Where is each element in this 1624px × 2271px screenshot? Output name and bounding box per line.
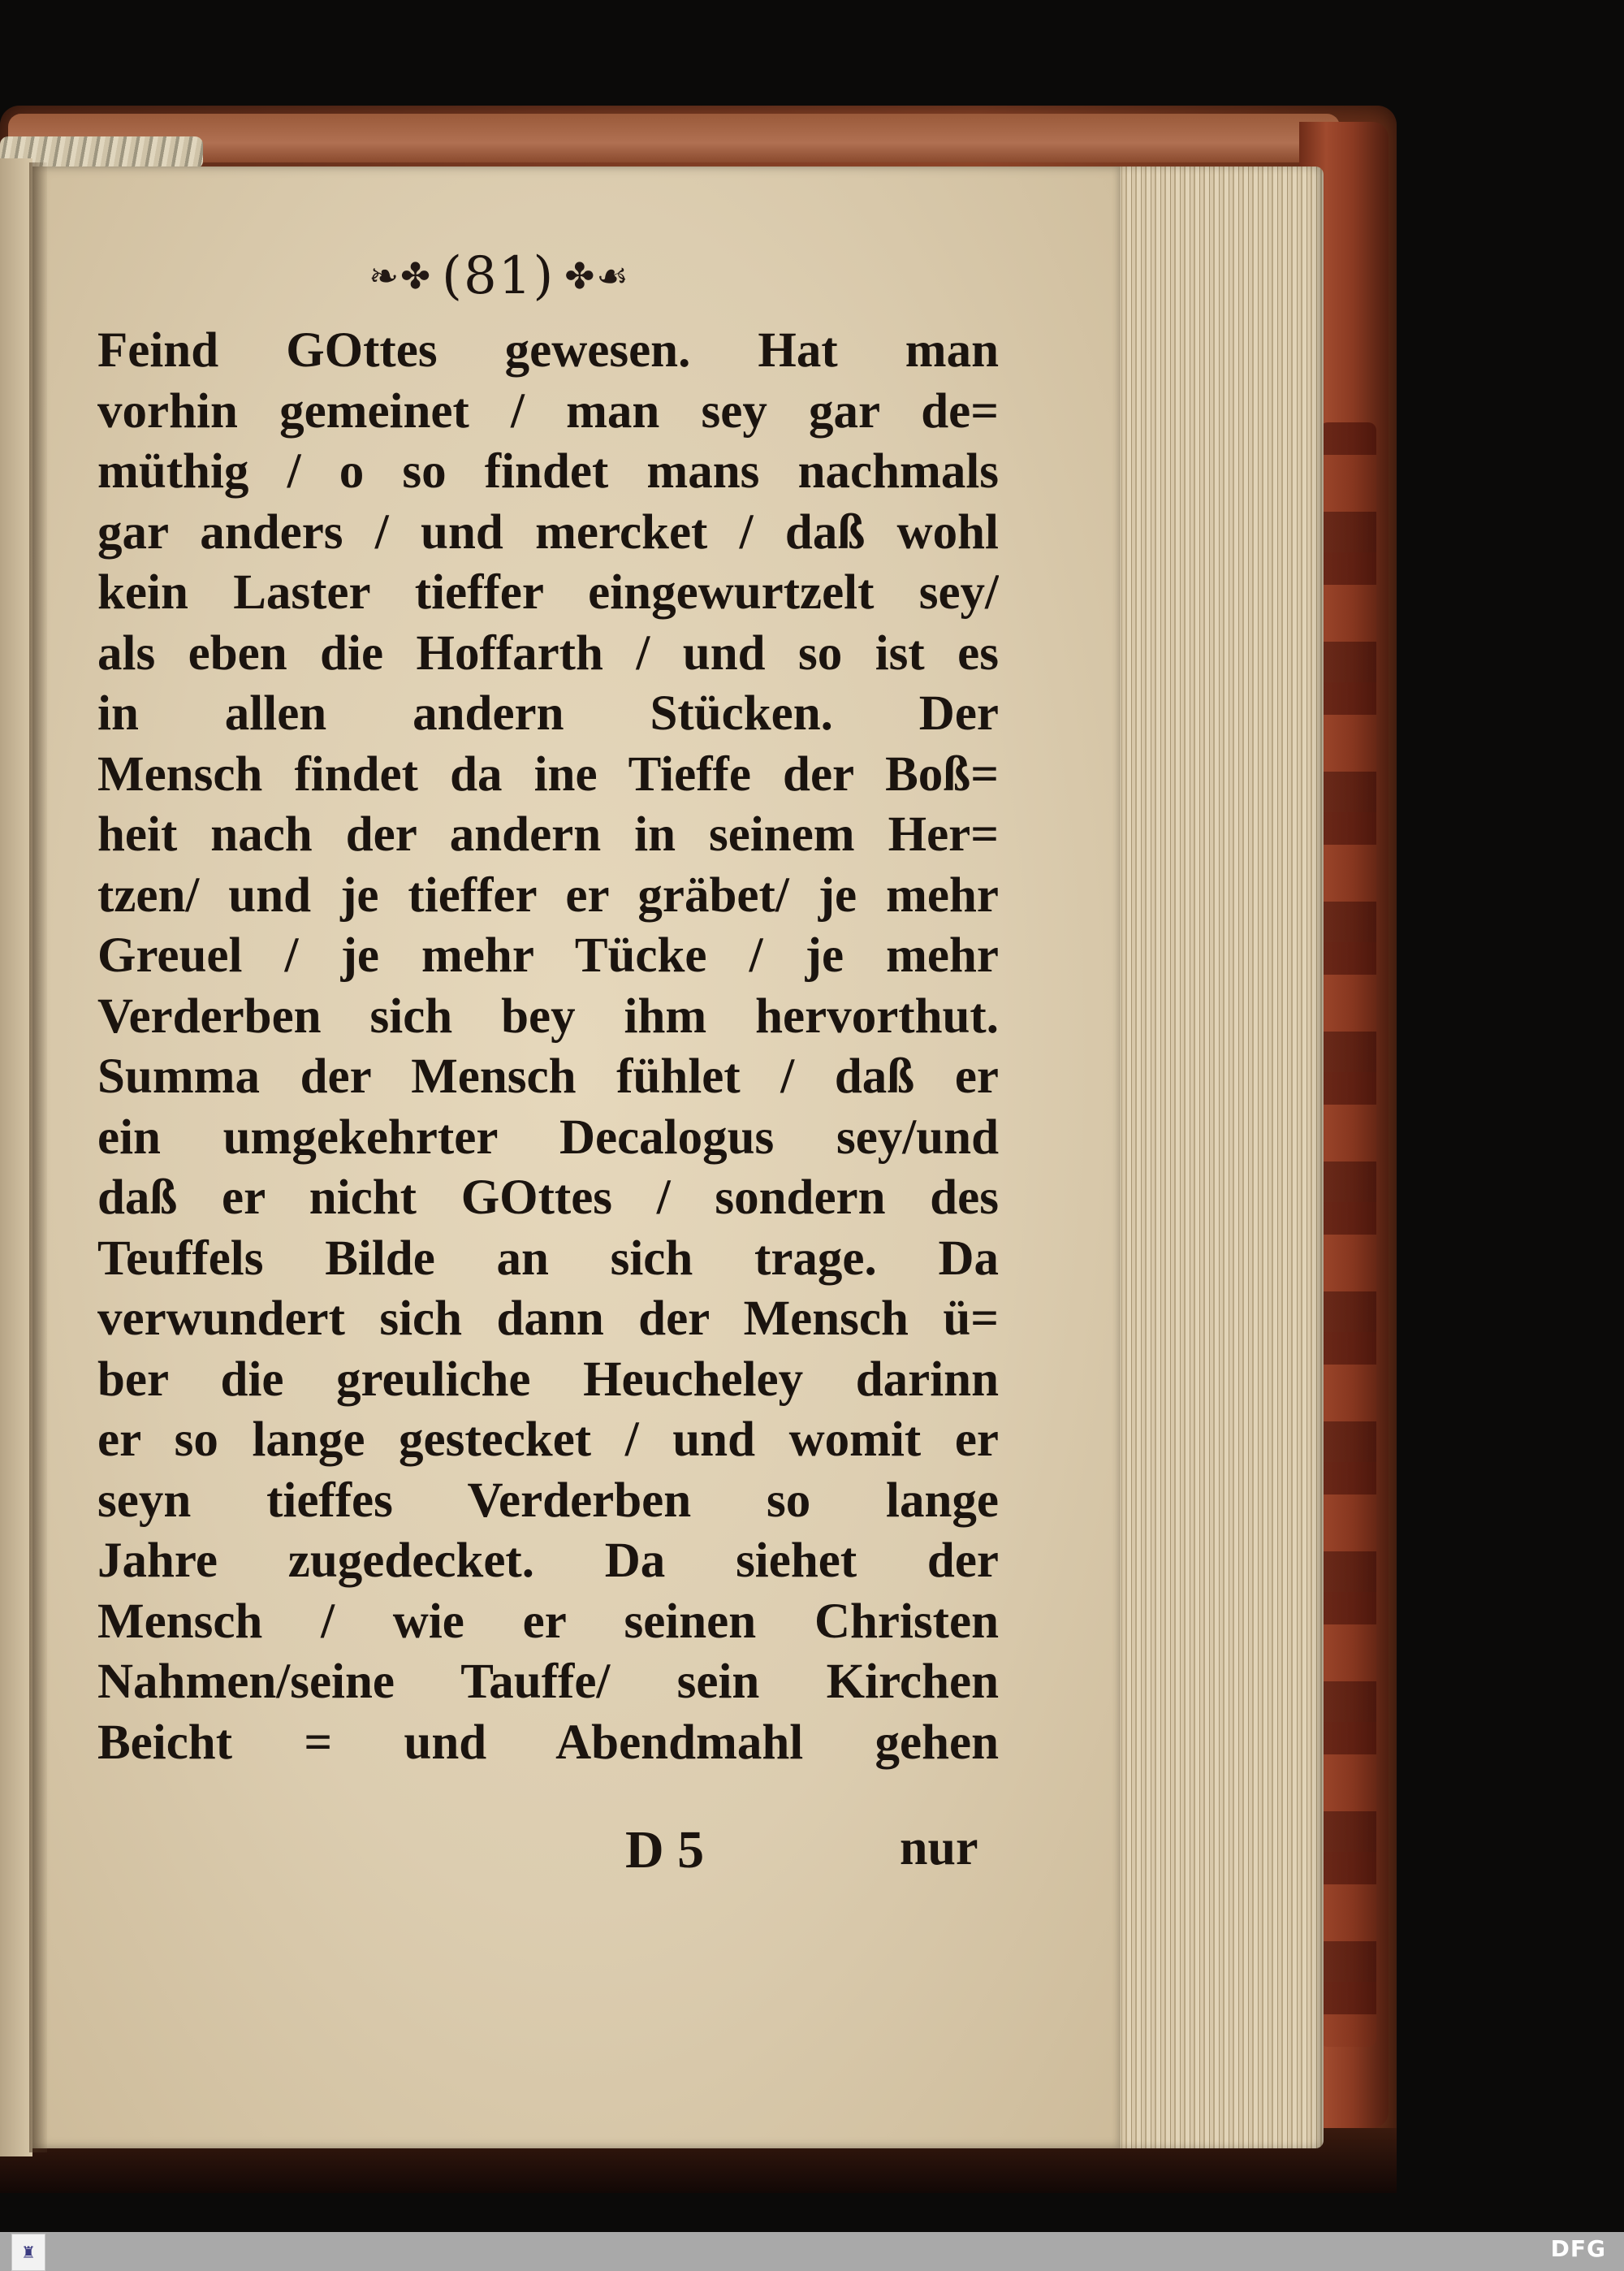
text-line: als eben die Hoffarth / und so ist es — [97, 625, 999, 681]
text-line: Mensch findet da ine Tieffe der Boß= — [97, 746, 999, 802]
ornament-left-icon: ❧✤ — [369, 255, 433, 297]
dfg-logo[interactable]: DFG — [1550, 2235, 1606, 2262]
page-text — [97, 321, 999, 1773]
page-gutter-shadow — [29, 162, 47, 2152]
leather-wear — [1320, 422, 1376, 2047]
text-line: daß er nicht GOttes / sondern des — [97, 1170, 999, 1225]
text-line: Verderben sich bey ihm hervorthut. — [97, 988, 999, 1044]
text-line: Summa der Mensch fühlet / daß er — [97, 1049, 999, 1104]
text-line: Greuel / je mehr Tücke / je mehr — [97, 928, 999, 983]
text-line: heit nach der andern in seinem Her= — [97, 807, 999, 862]
text-line: gar anders / und mercket / daß wohl — [97, 504, 999, 560]
text-line: Mensch / wie er seinen Christen — [97, 1594, 999, 1649]
page-header — [317, 240, 682, 313]
text-line: seyn tieffes Verderben so lange — [97, 1473, 999, 1528]
page-number: (81) — [442, 246, 555, 306]
signature-mark: D 5 — [625, 1820, 705, 1880]
text-line: vorhin gemeinet / man sey gar de= — [97, 383, 999, 439]
text-line: müthig / o so findet mans nachmals — [97, 444, 999, 499]
library-logo-icon[interactable]: ♜ — [11, 2234, 45, 2271]
text-line: er so lange gestecket / und womit er — [97, 1412, 999, 1467]
text-line: Beicht = und Abendmahl gehen — [97, 1715, 999, 1770]
text-line: ein umgekehrter Decalogus sey/und — [97, 1110, 999, 1165]
book-cover-top-edge — [8, 114, 1340, 162]
text-line: verwundert sich dann der Mensch ü= — [97, 1291, 999, 1346]
text-line: Jahre zugedecket. Da siehet der — [97, 1533, 999, 1588]
page-edges-stack — [1112, 167, 1324, 2148]
text-line: Nahmen/seine Tauffe/ sein Kirchen — [97, 1655, 999, 1709]
text-line: kein Laster tieffer eingewurtzelt sey/ — [97, 565, 999, 620]
text-line: Feind GOttes gewesen. Hat man — [97, 323, 999, 378]
catchword: nur — [900, 1820, 978, 1875]
text-line: ber die greuliche Heucheley darinn — [97, 1352, 999, 1407]
left-page-edge — [0, 158, 32, 2156]
text-line: in allen andern Stücken. Der — [97, 686, 999, 741]
text-line: tzen/ und je tieffer er gräbet/ je mehr — [97, 867, 999, 923]
viewer-footer-bar — [0, 2232, 1624, 2271]
ornament-right-icon: ✤☙ — [564, 255, 630, 297]
text-line: Teuffels Bilde an sich trage. Da — [97, 1231, 999, 1286]
